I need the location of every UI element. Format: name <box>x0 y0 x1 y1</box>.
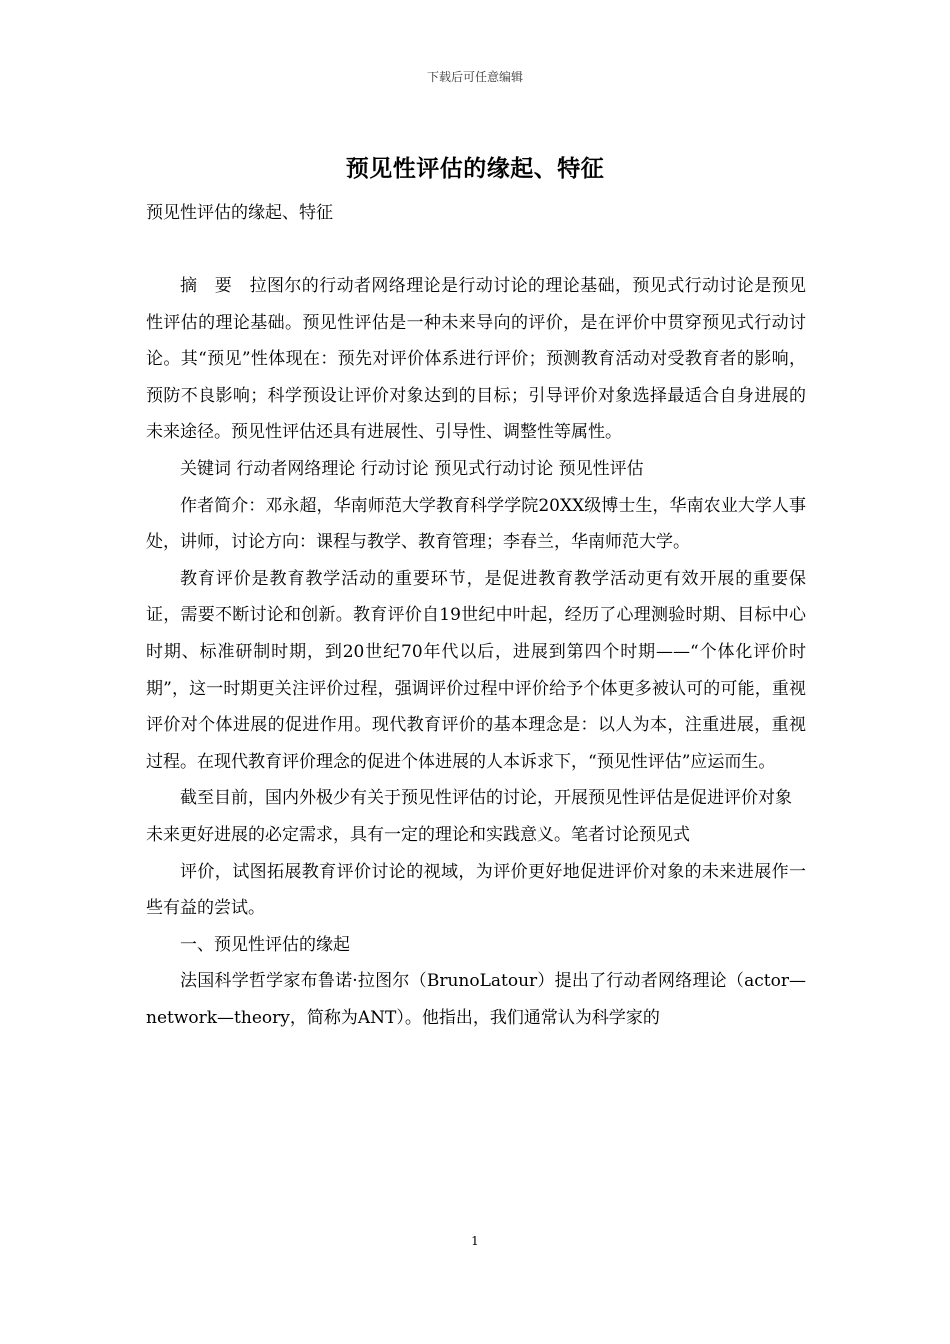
document-subtitle: 预见性评估的缘起、特征 <box>146 203 333 223</box>
document-title: 预见性评估的缘起、特征 <box>345 155 605 182</box>
header-note: 下载后可任意编辑 <box>426 70 523 84</box>
section-heading: 一、预见性评估的缘起 <box>180 934 350 955</box>
abstract-paragraph: 摘 要 拉图尔的行动者网络理论是行动讨论的理论基础，预见式行动讨论是预见性评估的理论基础。预见性评估是一种未来导向的评价，是在评价中贯穿预见式行动讨论。其“预见”性体现在：预先对评价体系进行评价；预测教育活动对受教育者的影响，预防不良影响；科学预设让评价对象达到的目标；引导评价对象选择最适合自身进展的未来途径。预见性评估还具有进展性、引导性、调整性等属性。 <box>146 276 806 443</box>
author-bio-paragraph: 作者简介：邓永超，华南师范大学教育科学学院20XX级博士生，华南农业大学人事处，讲师，讨论方向：课程与教学、教育管理；李春兰，华南师范大学。 <box>146 495 806 553</box>
body-paragraph: 法国科学哲学家布鲁诺·拉图尔（BrunoLatour）提出了行动者网络理论（actor—network—theory，简称为ANT）。他指出，我们通常认为科学家的 <box>146 971 806 1028</box>
body-paragraph: 截至目前，国内外极少有关于预见性评估的讨论，开展预见性评估是促进评价对象未来更好进展的必定需求，具有一定的理论和实践意义。笔者讨论预见式 <box>146 788 792 845</box>
page-number: 1 <box>471 1234 479 1248</box>
body-paragraph: 教育评价是教育教学活动的重要环节，是促进教育教学活动更有效开展的重要保证，需要不断讨论和创新。教育评价自19世纪中叶起，经历了心理测验时期、目标中心时期、标准研制时期，到20世纪70年代以后，进展到第四个时期——“个体化评价时期”，这一时期更关注评价过程，强调评价过程中评价给予个体更多被认可的可能，重视评价对个体进展的促进作用。现代教育评价的基本理念是：以人为本，注重进展，重视过程。在现代教育评价理念的促进个体进展的人本诉求下，“预见性评估”应运而生。 <box>146 568 806 772</box>
document-body <box>146 268 806 1036</box>
body-paragraph: 评价，试图拓展教育评价讨论的视域，为评价更好地促进评价对象的未来进展作一些有益的尝试。 <box>146 861 806 919</box>
keywords-paragraph: 关键词 行动者网络理论 行动讨论 预见式行动讨论 预见性评估 <box>180 458 644 479</box>
